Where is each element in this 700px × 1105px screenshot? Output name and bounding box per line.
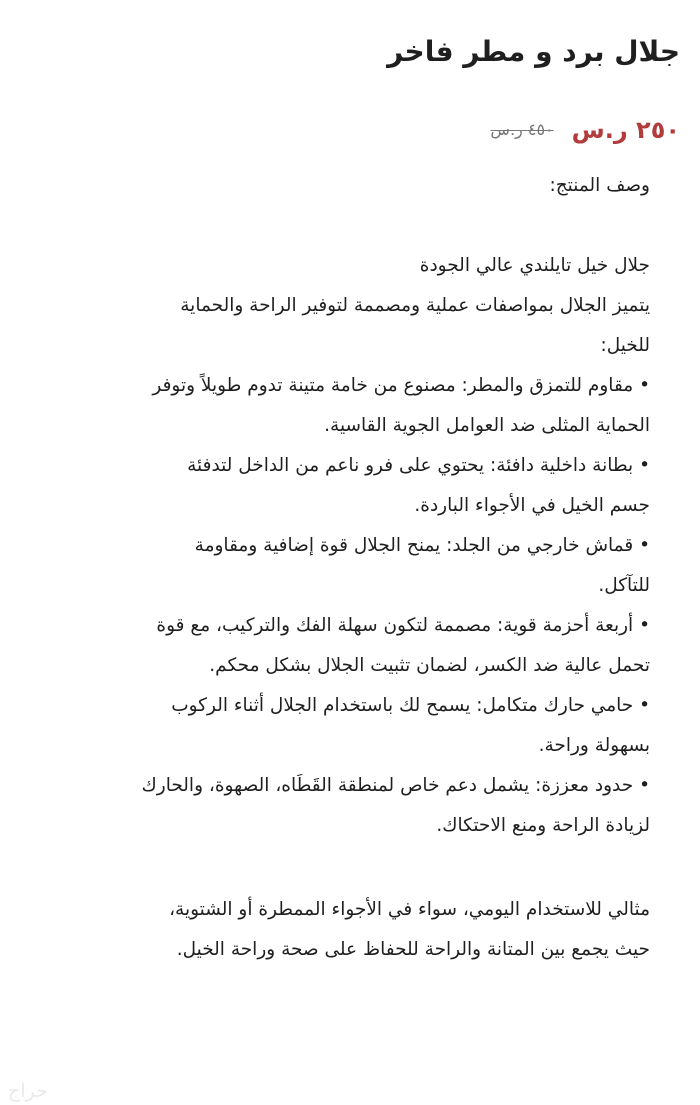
feature-line: للتآكل. bbox=[598, 575, 650, 596]
feature-line: • قماش خارجي من الجلد: يمنح الجلال قوة إضافية ومقاومة bbox=[194, 535, 650, 556]
feature-line: الحماية المثلى ضد العوامل الجوية القاسية. bbox=[324, 415, 650, 436]
feature-line: • أربعة أحزمة قوية: مصممة لتكون سهلة الفك والتركيب، مع قوة bbox=[156, 615, 650, 636]
original-price: ٤٥٠ ر.س bbox=[490, 120, 554, 139]
product-description bbox=[50, 166, 650, 970]
description-spacer bbox=[50, 206, 650, 246]
current-price: ٢٥٠ ر.س bbox=[571, 116, 680, 144]
feature-line: جسم الخيل في الأجواء الباردة. bbox=[414, 495, 650, 516]
closing-line: مثالي للاستخدام اليومي، سواء في الأجواء الممطرة أو الشتوية، bbox=[169, 899, 650, 920]
haraj-watermark: حراج bbox=[8, 1080, 48, 1102]
price-row bbox=[20, 106, 680, 154]
feature-line: لزيادة الراحة ومنع الاحتكاك. bbox=[436, 815, 650, 836]
feature-line: • حامي حارك متكامل: يسمح لك باستخدام الجلال أثناء الركوب bbox=[171, 695, 650, 716]
product-title: جلال برد و مطر فاخر bbox=[387, 34, 680, 68]
intro-title: جلال خيل تايلندي عالي الجودة bbox=[419, 255, 650, 276]
feature-line: • حدود معززة: يشمل دعم خاص لمنطقة القَطَاه، الصهوة، والحارك bbox=[141, 775, 650, 796]
feature-line: تحمل عالية ضد الكسر، لضمان تثبيت الجلال بشكل محكم. bbox=[209, 655, 650, 676]
feature-line: بسهولة وراحة. bbox=[538, 735, 650, 756]
description-heading: وصف المنتج: bbox=[549, 175, 650, 196]
intro-line: للخيل: bbox=[600, 335, 650, 356]
feature-line: • بطانة داخلية دافئة: يحتوي على فرو ناعم من الداخل لتدفئة bbox=[187, 455, 650, 476]
feature-line: • مقاوم للتمزق والمطر: مصنوع من خامة متينة تدوم طويلاً وتوفر bbox=[152, 375, 650, 396]
closing-line: حيث يجمع بين المتانة والراحة للحفاظ على صحة وراحة الخيل. bbox=[176, 939, 650, 960]
intro-line: يتميز الجلال بمواصفات عملية ومصممة لتوفير الراحة والحماية bbox=[180, 295, 650, 316]
